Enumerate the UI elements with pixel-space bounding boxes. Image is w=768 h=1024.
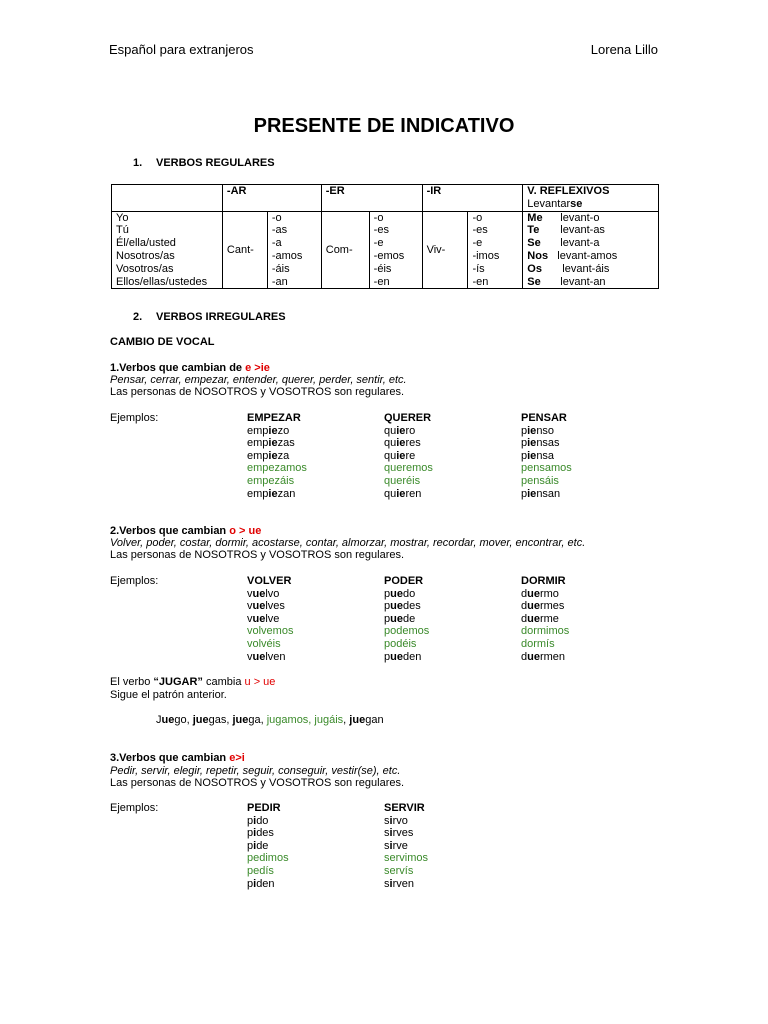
ending: -éis bbox=[373, 262, 392, 275]
persons-cell bbox=[112, 211, 223, 289]
header-right: Lorena Lillo bbox=[590, 42, 658, 57]
ending: -amos bbox=[271, 249, 303, 262]
reflexive-cell bbox=[523, 211, 659, 289]
verb-form: sirven bbox=[384, 877, 414, 890]
verb-form: vuelven bbox=[247, 650, 286, 663]
verb-head: DORMIR bbox=[521, 575, 566, 587]
verb-form: pides bbox=[247, 827, 274, 840]
verb-form: quiere bbox=[384, 449, 416, 462]
ending: -áis bbox=[271, 262, 290, 275]
verb-form: puedes bbox=[384, 600, 421, 613]
group3-change: e>i bbox=[229, 752, 245, 764]
ending: -es bbox=[373, 224, 389, 237]
group3-col-servir bbox=[384, 802, 428, 890]
stem-ar: Cant- bbox=[222, 211, 267, 289]
jugar-form-part: go, bbox=[174, 714, 193, 726]
section2-heading: VERBOS IRREGULARES bbox=[156, 311, 286, 323]
jugar-form-stem: ue bbox=[235, 714, 249, 726]
verb-form: queréis bbox=[384, 474, 421, 487]
refl-form: levant-as bbox=[560, 224, 605, 237]
reflexive-row bbox=[527, 250, 654, 263]
refl-pronoun: Nos bbox=[527, 249, 549, 262]
verb-form: servís bbox=[384, 864, 414, 877]
refl-pronoun: Os bbox=[527, 262, 542, 275]
verb-head: QUERER bbox=[384, 412, 432, 424]
verb-form: quieres bbox=[384, 437, 421, 450]
person: Vosotros/as bbox=[116, 262, 174, 275]
jugar-forms bbox=[156, 714, 384, 726]
jugar-form-stem: ue bbox=[352, 714, 366, 726]
head-refl-sub bbox=[527, 198, 654, 211]
refl-pronoun: Te bbox=[527, 224, 540, 237]
ending: -es bbox=[472, 224, 488, 237]
jugar-change: u > ue bbox=[244, 676, 276, 688]
group1-col-querer bbox=[384, 412, 433, 500]
jugar-form-part: J bbox=[156, 714, 162, 726]
jugar-form-part: j bbox=[349, 714, 353, 726]
head-refl-sub-se: se bbox=[570, 197, 583, 210]
verb-form: duermen bbox=[521, 650, 566, 663]
endings-ar bbox=[267, 211, 321, 289]
verb-form: quiero bbox=[384, 424, 416, 437]
verb-form: pensáis bbox=[521, 474, 559, 487]
head-reflexivos bbox=[523, 185, 659, 212]
refl-form: levant-a bbox=[560, 237, 600, 250]
ending: -ís bbox=[472, 262, 485, 275]
refl-form: levant-an bbox=[560, 275, 606, 288]
page-title: PRESENTE DE INDICATIVO bbox=[253, 115, 515, 137]
person: Ellos/ellas/ustedes bbox=[116, 275, 208, 288]
group2-change: o > ue bbox=[229, 525, 262, 537]
jugar-form-part: gan bbox=[365, 714, 384, 726]
group3-title bbox=[110, 752, 245, 764]
table-header-row bbox=[112, 185, 659, 212]
group3-list: Pedir, servir, elegir, repetir, seguir, conseguir, vestir(se), etc. bbox=[110, 765, 401, 777]
group1-title bbox=[110, 362, 270, 374]
cambio-heading: CAMBIO DE VOCAL bbox=[110, 336, 215, 348]
group3-title-text: 3.Verbos que cambian bbox=[110, 752, 230, 764]
group1-col-empezar bbox=[247, 412, 307, 500]
verb-form: puedo bbox=[384, 587, 416, 600]
verb-head: SERVIR bbox=[384, 802, 425, 814]
group1-change: e >ie bbox=[245, 362, 270, 374]
verb-form: piensa bbox=[521, 449, 555, 462]
group2-ejemplos: Ejemplos: bbox=[110, 575, 159, 587]
endings-ir bbox=[468, 211, 523, 289]
verb-form: vuelve bbox=[247, 612, 280, 625]
verb-form: dormís bbox=[521, 637, 555, 650]
verb-form: servimos bbox=[384, 852, 429, 865]
ending: -en bbox=[373, 275, 390, 288]
verb-form: empiezo bbox=[247, 424, 290, 437]
verb-form: sirve bbox=[384, 839, 408, 852]
jugar-form-part: j bbox=[192, 714, 196, 726]
person: Yo bbox=[116, 211, 129, 224]
jugar-form-stem: ue bbox=[195, 714, 209, 726]
verb-form: empiezas bbox=[247, 437, 295, 450]
verb-form: pedimos bbox=[247, 852, 289, 865]
jugar-mid: cambia bbox=[202, 676, 245, 688]
reflexive-row bbox=[527, 263, 654, 276]
ending: -as bbox=[271, 224, 288, 237]
head-refl-sub-stem: Levantar bbox=[527, 197, 571, 210]
group1-list: Pensar, cerrar, empezar, entender, querer, perder, sentir, etc. bbox=[110, 374, 407, 386]
verb-form: volvéis bbox=[247, 637, 281, 650]
group3-col-pedir bbox=[247, 802, 289, 890]
stem-ir: Viv- bbox=[422, 211, 468, 289]
jugar-line bbox=[110, 676, 275, 688]
jugar-pattern: Sigue el patrón anterior. bbox=[110, 689, 227, 701]
verb-form: empiezan bbox=[247, 487, 296, 500]
group3-note: Las personas de NOSOTROS y VOSOTROS son regulares. bbox=[110, 777, 405, 789]
ending: -imos bbox=[472, 249, 500, 262]
reflexive-row bbox=[527, 224, 654, 237]
verb-form: sirves bbox=[384, 827, 414, 840]
verb-form: empezáis bbox=[247, 474, 295, 487]
refl-form: levant-o bbox=[560, 211, 600, 224]
endings-er bbox=[369, 211, 422, 289]
ending: -o bbox=[373, 211, 384, 224]
jugar-form-part: gas, bbox=[208, 714, 233, 726]
jugar-verb: “JUGAR” bbox=[153, 676, 203, 688]
jugar-pre: El verbo bbox=[110, 676, 154, 688]
jugar-form-regular: jugamos, jugáis bbox=[266, 714, 344, 726]
verb-form: vuelvo bbox=[247, 587, 280, 600]
verb-form: dormimos bbox=[521, 625, 570, 638]
group2-col-poder bbox=[384, 575, 429, 663]
group2-title bbox=[110, 525, 261, 537]
ending: -o bbox=[271, 211, 282, 224]
section2-number: 2. bbox=[133, 311, 143, 323]
verb-form: duermes bbox=[521, 600, 565, 613]
group2-list: Volver, poder, costar, dormir, acostarse, contar, almorzar, mostrar, recordar, mover, encontrar, etc. bbox=[110, 537, 586, 549]
conjugation-table bbox=[111, 184, 659, 289]
head-refl-label: V. REFLEXIVOS bbox=[527, 185, 610, 197]
verb-head: PODER bbox=[384, 575, 424, 587]
section1-heading: VERBOS REGULARES bbox=[156, 157, 275, 169]
ending: -en bbox=[472, 275, 489, 288]
refl-pronoun: Se bbox=[527, 237, 541, 250]
jugar-form-sep: , bbox=[343, 714, 350, 726]
verb-form: pedís bbox=[247, 864, 274, 877]
ending: -e bbox=[472, 237, 483, 250]
refl-pronoun: Se bbox=[527, 275, 541, 288]
verb-head: PEDIR bbox=[247, 802, 281, 814]
ending: -o bbox=[472, 211, 483, 224]
reflexive-row bbox=[527, 212, 654, 225]
verb-form: pide bbox=[247, 839, 269, 852]
group3-ejemplos: Ejemplos: bbox=[110, 802, 159, 814]
verb-form: quieren bbox=[384, 487, 422, 500]
verb-form: duerme bbox=[521, 612, 559, 625]
jugar-form-part: ga, bbox=[248, 714, 267, 726]
ending: -a bbox=[271, 237, 282, 250]
verb-form: piden bbox=[247, 877, 275, 890]
verb-form: pensamos bbox=[521, 462, 572, 475]
verb-form: pienso bbox=[521, 424, 555, 437]
group2-title-text: 2.Verbos que cambian bbox=[110, 525, 230, 537]
group1-note: Las personas de NOSOTROS y VOSOTROS son regulares. bbox=[110, 386, 405, 398]
person: Tú bbox=[116, 224, 129, 237]
refl-pronoun: Me bbox=[527, 211, 543, 224]
group2-col-dormir bbox=[521, 575, 569, 663]
group2-note: Las personas de NOSOTROS y VOSOTROS son regulares. bbox=[110, 549, 405, 561]
verb-form: volvemos bbox=[247, 625, 294, 638]
refl-form: levant-amos bbox=[557, 249, 618, 262]
person: Él/ella/usted bbox=[116, 237, 176, 250]
table-corner-cell bbox=[112, 185, 223, 212]
verb-form: piensan bbox=[521, 487, 561, 500]
verb-form: pido bbox=[247, 814, 269, 827]
group1-ejemplos: Ejemplos: bbox=[110, 412, 159, 424]
verb-form: empieza bbox=[247, 449, 290, 462]
verb-head: VOLVER bbox=[247, 575, 292, 587]
section1-number: 1. bbox=[133, 157, 143, 169]
head-er: -ER bbox=[321, 185, 422, 212]
verb-form: empezamos bbox=[247, 462, 307, 475]
verb-form: sirvo bbox=[384, 814, 408, 827]
verb-form: queremos bbox=[384, 462, 433, 475]
verb-form: podéis bbox=[384, 637, 417, 650]
reflexive-row bbox=[527, 237, 654, 250]
table-body-row bbox=[112, 211, 659, 289]
ending: -emos bbox=[373, 249, 405, 262]
jugar-form-part: j bbox=[232, 714, 236, 726]
jugar-form-stem: ue bbox=[161, 714, 175, 726]
verb-form: piensas bbox=[521, 437, 560, 450]
verb-form: podemos bbox=[384, 625, 430, 638]
ending: -e bbox=[373, 237, 384, 250]
verb-form: pueden bbox=[384, 650, 422, 663]
verb-form: puede bbox=[384, 612, 416, 625]
ending: -an bbox=[271, 275, 288, 288]
verb-form: vuelves bbox=[247, 600, 285, 613]
refl-form: levant-áis bbox=[562, 262, 610, 275]
head-ir: -IR bbox=[422, 185, 523, 212]
group2-col-volver bbox=[247, 575, 293, 663]
verb-head: PENSAR bbox=[521, 412, 567, 424]
verb-form: duermo bbox=[521, 587, 559, 600]
verb-head: EMPEZAR bbox=[247, 412, 301, 424]
person: Nosotros/as bbox=[116, 249, 175, 262]
group1-title-text: 1.Verbos que cambian de bbox=[110, 362, 246, 374]
head-ar: -AR bbox=[222, 185, 321, 212]
stem-er: Com- bbox=[321, 211, 369, 289]
group1-col-pensar bbox=[521, 412, 572, 500]
reflexive-row bbox=[527, 276, 654, 289]
header-left: Español para extranjeros bbox=[109, 42, 254, 57]
